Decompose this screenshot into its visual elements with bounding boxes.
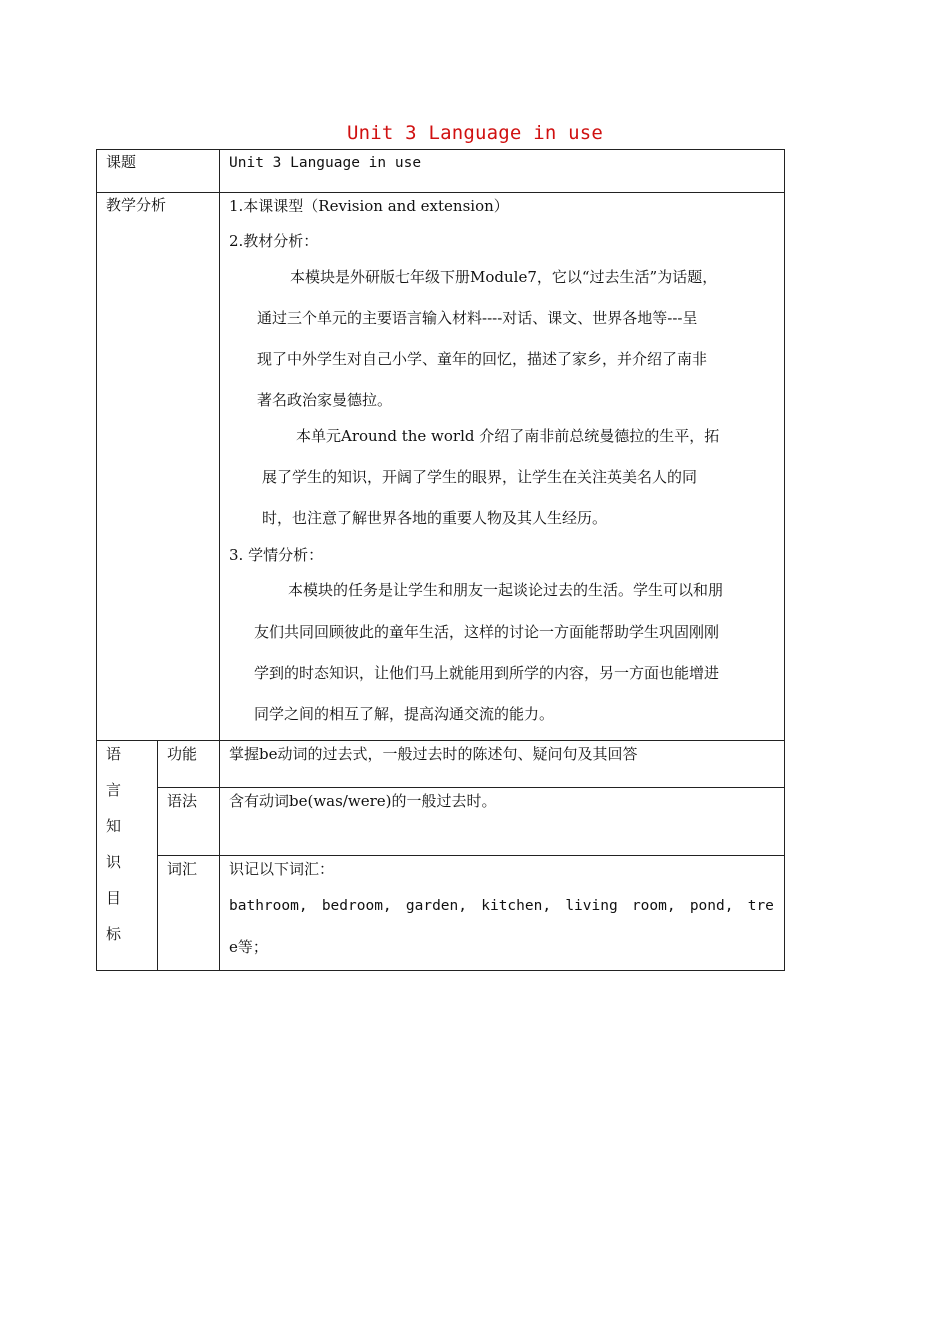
topic-value: Unit 3 Language in use (229, 155, 422, 171)
language-goal-label-char: 言 (106, 781, 122, 799)
function-value: 掌握be动词的过去式，一般过去时的陈述句、疑问句及其回答 (229, 745, 638, 763)
student-para-line: 友们共同回顾彼此的童年生活，这样的讨论一方面能帮助学生巩固刚刚 (254, 623, 720, 641)
vocabulary-word: bathroom, (229, 898, 308, 914)
vocabulary-word: garden, (405, 898, 467, 914)
language-goal-label-char: 标 (106, 925, 122, 943)
vocabulary-word: room, (631, 898, 676, 914)
student-analysis-heading: 3. 学情分析： (229, 546, 324, 564)
vocabulary-word: pond, (689, 898, 734, 914)
grammar-value: 含有动词be(was/were)的一般过去时。 (229, 792, 497, 810)
unit-para-line: 时，也注意了解世界各地的重要人物及其人生经历。 (262, 509, 608, 527)
material-para-line: 著名政治家曼德拉。 (257, 391, 393, 409)
vocabulary-word-tail: e等； (229, 938, 268, 956)
vocabulary-word: tre (747, 898, 774, 914)
student-para-line: 同学之间的相互了解，提高沟通交流的能力。 (254, 705, 555, 723)
vocabulary-word: living (565, 898, 618, 914)
vocabulary-label: 词汇 (167, 860, 198, 878)
student-para-line: 学到的时态知识，让他们马上就能用到所学的内容，另一方面也能增进 (254, 664, 720, 682)
language-goal-label-char: 识 (106, 853, 122, 871)
vocabulary-word: kitchen, (481, 898, 552, 914)
function-label: 功能 (167, 745, 198, 763)
vocabulary-word-list (229, 898, 774, 914)
language-goal-label-char: 语 (106, 745, 122, 763)
material-analysis-heading: 2.教材分析： (229, 232, 319, 250)
unit-para-line: 展了学生的知识，开阔了学生的眼界，让学生在关注英美名人的同 (262, 468, 698, 486)
vocabulary-word: bedroom, (321, 898, 392, 914)
material-para-line: 本模块是外研版七年级下册Module7，它以“过去生活”为话题， (290, 268, 718, 286)
grammar-label: 语法 (167, 792, 198, 810)
language-goal-label-char: 目 (106, 889, 122, 907)
student-para-line: 本模块的任务是让学生和朋友一起谈论过去的生活。学生可以和朋 (288, 581, 724, 599)
vocabulary-intro: 识记以下词汇： (229, 860, 335, 878)
language-goal-label-char: 知 (106, 817, 122, 835)
material-para-line: 现了中外学生对自己小学、童年的回忆，描述了家乡，并介绍了南非 (257, 350, 708, 368)
analysis-label: 教学分析 (106, 196, 167, 214)
topic-label: 课题 (106, 153, 137, 171)
lesson-type-item: 1.本课课型（Revision and extension） (229, 197, 509, 215)
material-para-line: 通过三个单元的主要语言输入材料----对话、课文、世界各地等---呈 (257, 309, 698, 327)
unit-para-line: 本单元Around the world 介绍了南非前总统曼德拉的生平，拓 (296, 427, 720, 445)
page-title: Unit 3 Language in use (346, 122, 604, 144)
